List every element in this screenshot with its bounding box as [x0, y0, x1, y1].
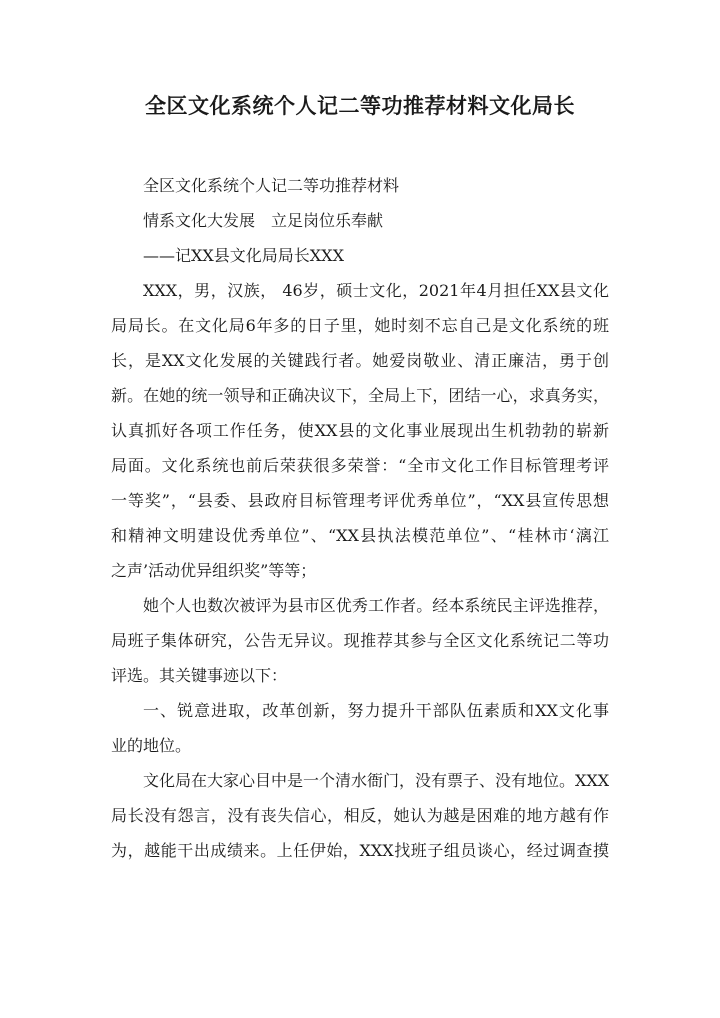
text-line: 评选。其关键事迹以下： — [111, 666, 288, 685]
text-line: 她个人也数次被评为县市区优秀工作者。经本系统民主评选推荐， — [143, 596, 609, 615]
text-line: 一等奖”，“县委、县政府目标管理考评优秀单位”，“XX县宣传思想 — [111, 491, 609, 510]
text-line: ——记XX县文化局局长XXX — [143, 246, 344, 265]
text-line: 局班子集体研究，公告无异议。现推荐其参与全区文化系统记二等功 — [111, 631, 609, 650]
text-line: 业的地位。 — [111, 736, 192, 755]
text-line: 情系文化大发展 立足岗位乐奉献 — [143, 211, 384, 230]
text-line: 局长没有怨言，没有丧失信心，相反，她认为越是困难的地方越有作 — [111, 806, 609, 825]
text-line: 新。在她的统一领导和正确决议下，全局上下，团结一心，求真务实， — [111, 386, 609, 405]
text-line: 局面。文化系统也前后荣获很多荣誉：“全市文化工作目标管理考评 — [111, 456, 609, 475]
text-line: 和精神文明建设优秀单位”、“XX县执法模范单位”、“桂林市‘漓江 — [111, 526, 609, 545]
text-line: 局局长。在文化局6年多的日子里，她时刻不忘自己是文化系统的班 — [111, 316, 609, 335]
text-line: 文化局在大家心目中是一个清水衙门，没有票子、没有地位。XXX — [143, 771, 609, 790]
text-line: 为，越能干出成绩来。上任伊始，XXX找班子组员谈心，经过调查摸 — [111, 841, 609, 860]
text-line: 认真抓好各项工作任务，使XX县的文化事业展现出生机勃勃的崭新 — [111, 421, 609, 440]
text-line: 全区文化系统个人记二等功推荐材料 — [143, 176, 400, 195]
document-body — [111, 168, 609, 868]
text-line: 一、锐意进取，改革创新，努力提升干部队伍素质和XX文化事 — [143, 701, 609, 720]
text-line: 之声’活动优异组织奖”等等； — [111, 561, 317, 580]
document-title: 全区文化系统个人记二等功推荐材料文化局长 — [145, 93, 575, 118]
text-line: XXX，男，汉族， 46岁，硕士文化，2021年4月担任XX县文化 — [143, 281, 609, 300]
text-line: 长，是XX文化发展的关键践行者。她爱岗敬业、清正廉洁，勇于创 — [111, 351, 609, 370]
